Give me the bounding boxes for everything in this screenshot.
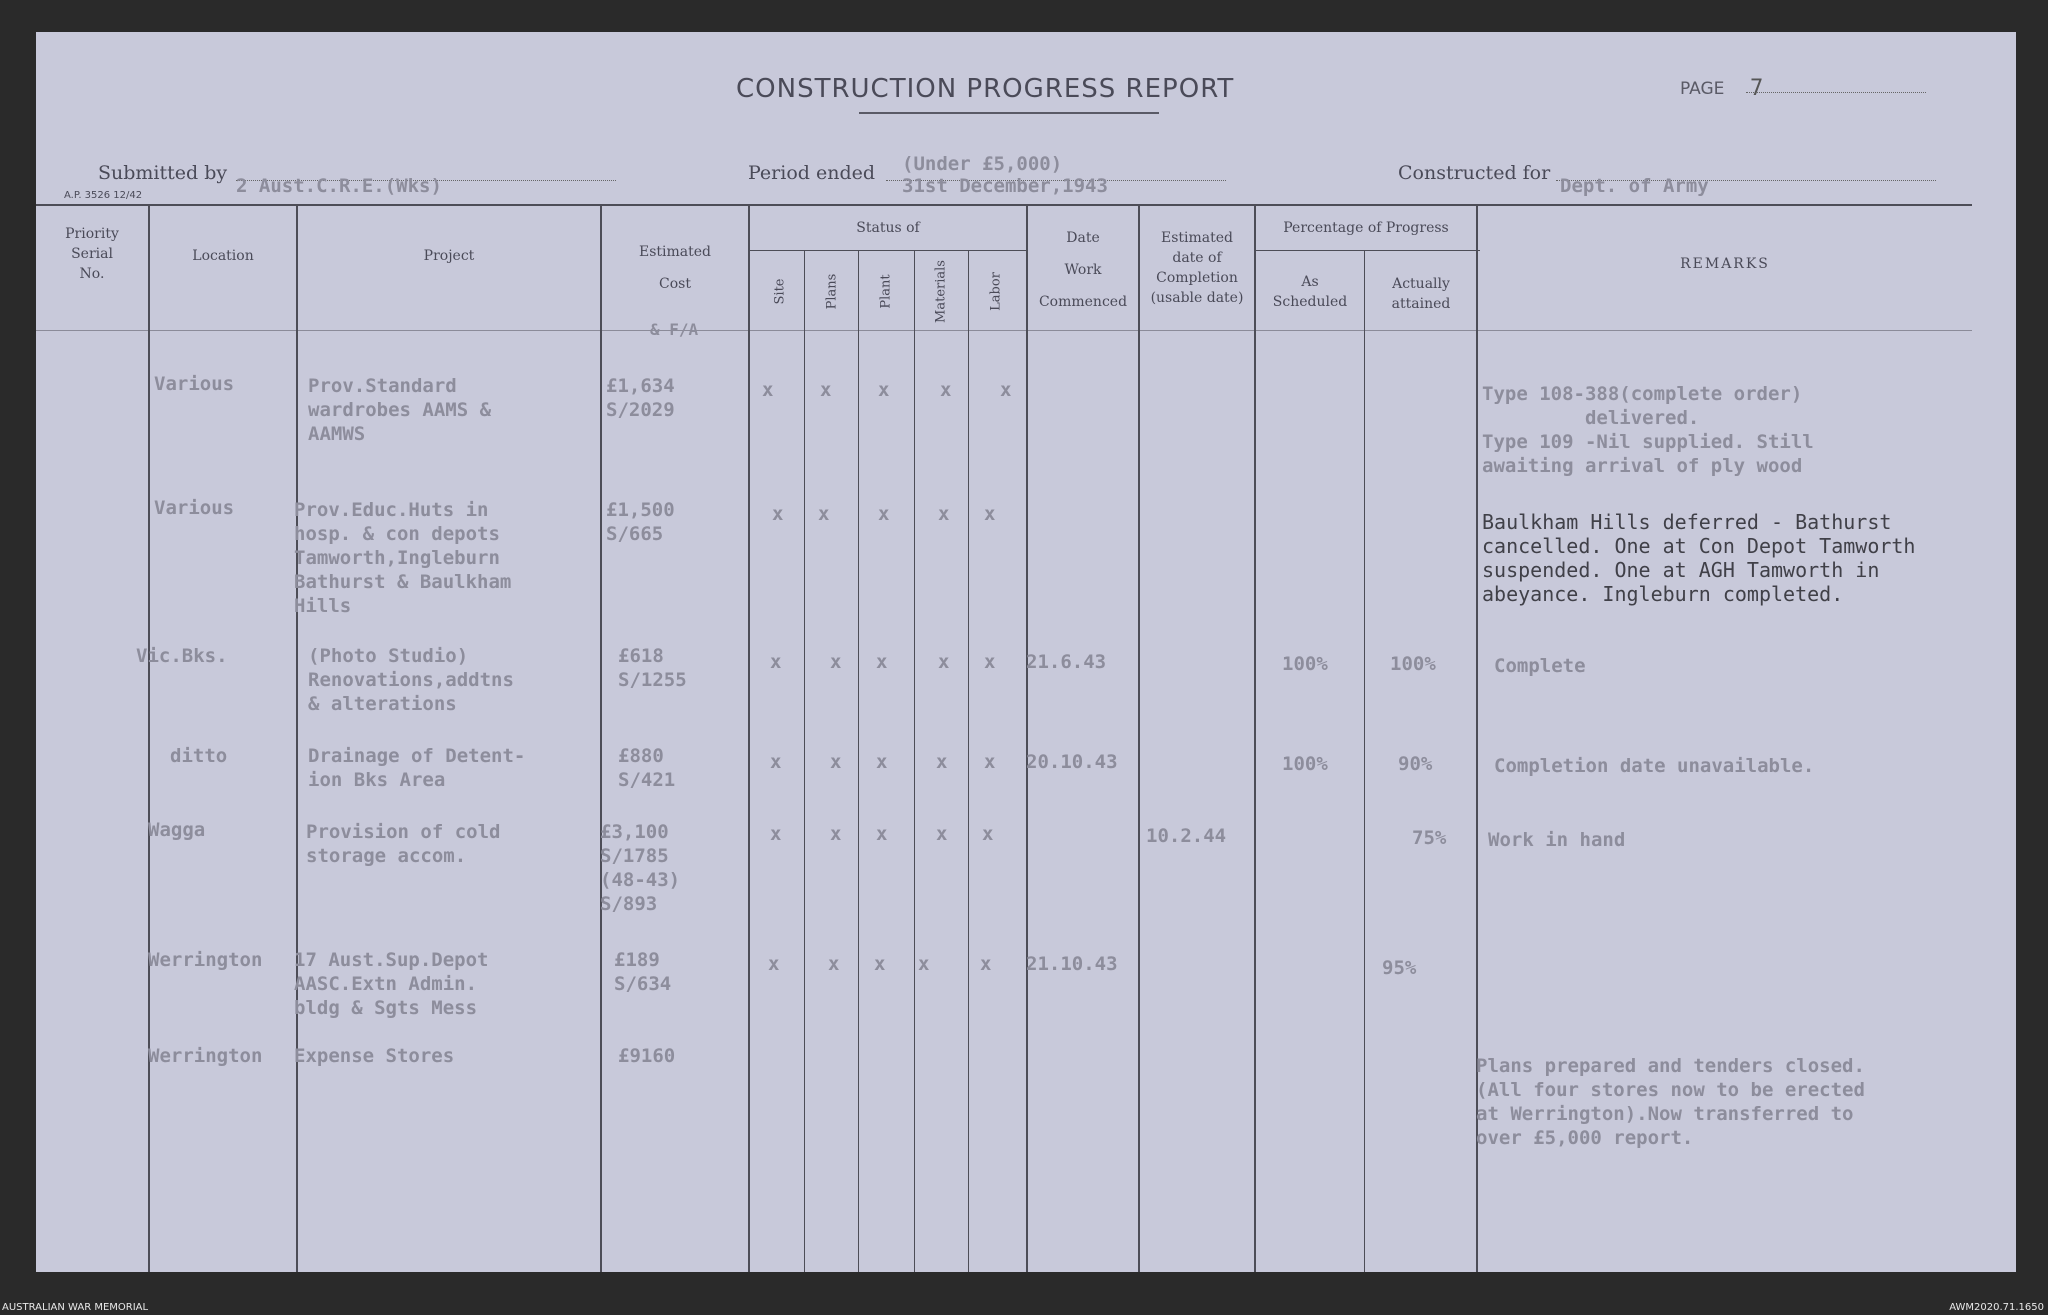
- row-project: Prov.Standard wardrobes AAMS & AAMWS: [308, 375, 492, 445]
- header-remarks: REMARKS: [1680, 256, 1770, 272]
- row-plans-mark: x: [828, 953, 840, 975]
- header-plant: Plant: [878, 274, 894, 309]
- period-ended-value-2: 31st December,1943: [902, 175, 1108, 197]
- row-attained: 95%: [1382, 957, 1417, 979]
- footer-right: AWM2020.71.1650: [1949, 1302, 2044, 1313]
- row-plans-mark: x: [820, 379, 832, 401]
- row-location: Vic.Bks.: [136, 645, 228, 667]
- row-remarks: Work in hand: [1488, 829, 1626, 851]
- row-attained: 90%: [1398, 753, 1433, 775]
- period-ended-value-1: (Under £5,000): [902, 153, 1063, 175]
- row-remarks: Plans prepared and tenders closed. (All four stores now to be erected at Werrington).Now transferred to over £5,000 report.: [1476, 1055, 1865, 1149]
- row-completion: 10.2.44: [1146, 825, 1227, 847]
- row-plans-mark: x: [830, 823, 842, 845]
- page-number: 7: [1750, 76, 1764, 101]
- row-materials-mark: x: [936, 823, 948, 845]
- row-materials-mark: x: [938, 651, 950, 673]
- row-project: (Photo Studio) Renovations,addtns & alterations: [308, 645, 514, 715]
- row-labor-mark: x: [1000, 379, 1012, 401]
- row-site-mark: x: [762, 379, 774, 401]
- column-rule: [296, 204, 298, 1272]
- row-location: Various: [154, 497, 235, 519]
- header-bottom-rule: [36, 330, 1972, 331]
- column-rule: [148, 204, 150, 1272]
- row-materials-mark: x: [940, 379, 952, 401]
- row-labor-mark: x: [984, 751, 996, 773]
- column-rule: [1138, 204, 1140, 1272]
- constructed-for-value: Dept. of Army: [1560, 175, 1709, 197]
- row-remarks: Completion date unavailable.: [1494, 755, 1815, 777]
- row-location: Werrington: [148, 1045, 263, 1067]
- row-cost: £618 S/1255: [618, 645, 687, 691]
- row-plant-mark: x: [876, 651, 888, 673]
- row-plans-mark: x: [830, 651, 842, 673]
- row-labor-mark: x: [984, 503, 996, 525]
- header-as-scheduled: As Scheduled: [1272, 274, 1348, 310]
- row-site-mark: x: [770, 751, 782, 773]
- header-location: Location: [192, 248, 254, 264]
- row-commenced: 20.10.43: [1026, 751, 1118, 773]
- page-number-line: [1746, 92, 1926, 93]
- period-ended-label: Period ended: [748, 162, 876, 184]
- row-attained: 100%: [1390, 653, 1436, 675]
- status-subrule: [750, 250, 1026, 251]
- row-site-mark: x: [768, 953, 780, 975]
- footer-left: AUSTRALIAN WAR MEMORIAL: [2, 1302, 149, 1313]
- column-rule: [1254, 204, 1256, 1272]
- header-site: Site: [772, 278, 788, 305]
- row-cost: £880 S/421: [618, 745, 676, 791]
- row-site-mark: x: [772, 503, 784, 525]
- row-commenced: 21.10.43: [1026, 953, 1118, 975]
- row-cost: £1,500 S/665: [606, 499, 675, 545]
- column-rule: [1026, 204, 1028, 1272]
- column-rule: [914, 250, 915, 1272]
- column-rule: [1364, 250, 1365, 1272]
- header-actually-attained: Actually attained: [1391, 276, 1451, 312]
- row-plant-mark: x: [878, 379, 890, 401]
- row-plant-mark: x: [876, 751, 888, 773]
- percentage-subrule: [1256, 250, 1480, 251]
- row-materials-mark: x: [918, 953, 930, 975]
- row-site-mark: x: [770, 651, 782, 673]
- constructed-for-label: Constructed for: [1398, 162, 1551, 184]
- row-labor-mark: x: [982, 823, 994, 845]
- header-status-of: Status of: [856, 220, 920, 236]
- row-project: Expense Stores: [294, 1045, 455, 1067]
- submitted-by-label: Submitted by: [98, 162, 228, 184]
- column-rule: [600, 204, 602, 1272]
- column-rule: [968, 250, 969, 1272]
- row-cost: £9160: [618, 1045, 676, 1067]
- header-materials: Materials: [933, 260, 949, 323]
- row-plans-mark: x: [830, 751, 842, 773]
- page-title: CONSTRUCTION PROGRESS REPORT: [736, 74, 1235, 104]
- row-location: ditto: [170, 745, 228, 767]
- row-location: Wagga: [148, 819, 206, 841]
- page-label: PAGE: [1680, 79, 1725, 99]
- row-project: 17 Aust.Sup.Depot AASC.Extn Admin. bldg & Sgts Mess: [294, 949, 489, 1019]
- row-cost: £1,634 S/2029: [606, 375, 675, 421]
- row-plant-mark: x: [878, 503, 890, 525]
- header-estimated-completion: Estimated date of Completion (usable date): [1150, 230, 1244, 306]
- row-plant-mark: x: [874, 953, 886, 975]
- header-date-commenced: Date Work Commenced: [1038, 230, 1128, 310]
- row-materials-mark: x: [938, 503, 950, 525]
- column-rule: [748, 204, 750, 1272]
- row-project: Provision of cold storage accom.: [306, 821, 501, 867]
- row-scheduled: 100%: [1282, 753, 1328, 775]
- form-number: A.P. 3526 12/42: [64, 190, 143, 201]
- header-priority: Priority Serial No.: [65, 226, 119, 282]
- row-labor-mark: x: [984, 651, 996, 673]
- row-site-mark: x: [770, 823, 782, 845]
- header-plans: Plans: [824, 273, 840, 310]
- report-sheet: [36, 32, 2016, 1272]
- row-cost: £3,100 S/1785 (48-43) S/893: [600, 821, 681, 915]
- row-cost: £189 S/634: [614, 949, 672, 995]
- header-cost-sub: & F/A: [650, 320, 699, 339]
- row-commenced: 21.6.43: [1026, 651, 1107, 673]
- row-plans-mark: x: [818, 503, 830, 525]
- row-attained: 75%: [1412, 827, 1447, 849]
- table-top-rule: [36, 204, 1972, 206]
- header-labor: Labor: [988, 272, 1004, 311]
- row-location: Various: [154, 373, 235, 395]
- title-underline: [859, 112, 1159, 114]
- header-project: Project: [423, 248, 475, 264]
- row-remarks: Type 108-388(complete order) delivered. Type 109 -Nil supplied. Still awaiting arrival of ply wood: [1482, 383, 1814, 477]
- row-materials-mark: x: [936, 751, 948, 773]
- submitted-by-value: 2 Aust.C.R.E.(Wks): [236, 175, 442, 197]
- row-project: Prov.Educ.Huts in hosp. & con depots Tamworth,Ingleburn Bathurst & Baulkham Hills: [294, 499, 512, 617]
- row-project: Drainage of Detent- ion Bks Area: [308, 745, 526, 791]
- row-labor-mark: x: [980, 953, 992, 975]
- header-estimated-cost: Estimated Cost: [638, 244, 711, 292]
- column-rule: [858, 250, 859, 1272]
- row-remarks: Complete: [1494, 655, 1586, 677]
- header-percentage: Percentage of Progress: [1283, 220, 1449, 236]
- column-rule: [804, 250, 805, 1272]
- row-scheduled: 100%: [1282, 653, 1328, 675]
- row-plant-mark: x: [876, 823, 888, 845]
- row-remarks: Baulkham Hills deferred - Bathurst cancelled. One at Con Depot Tamworth suspended. One at AGH Tamworth in abeyance. Ingleburn completed.: [1482, 510, 1916, 606]
- row-location: Werrington: [148, 949, 263, 971]
